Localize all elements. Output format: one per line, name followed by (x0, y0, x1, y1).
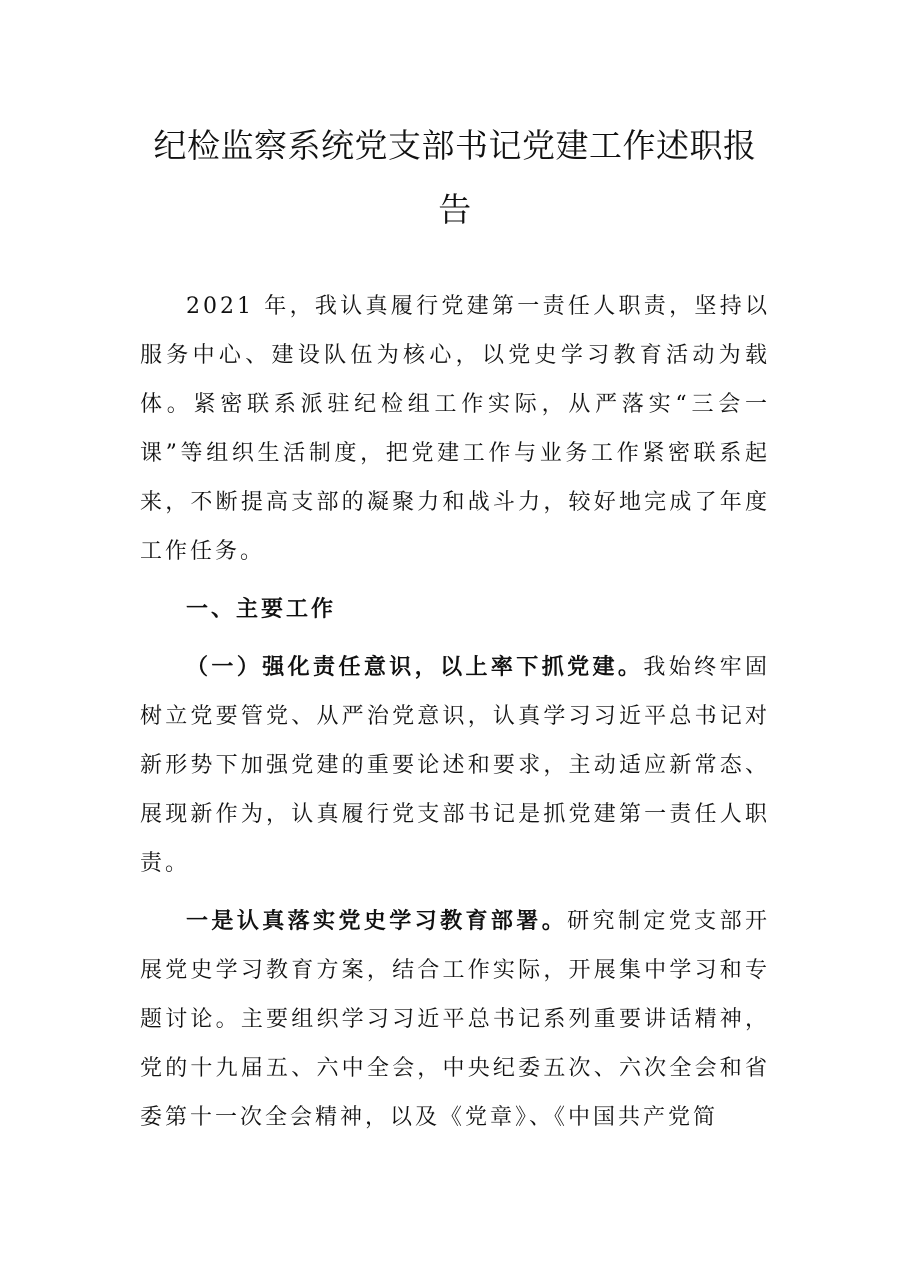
subsection-paragraph-text: 我始终牢固树立党要管党、从严治党意识，认真学习习近平总书记对新形势下加强党建的重要论述和要求，主动适应新常态、展现新作为，认真履行党支部书记是抓党建第一责任人职责。 (140, 655, 770, 876)
document-title: 纪检监察系统党支部书记党建工作述职报告 (153, 126, 757, 229)
subsection-paragraph (140, 643, 770, 888)
document-body (140, 282, 770, 1151)
section-heading-text: 一、主要工作 (186, 597, 337, 622)
subsection-heading: （一）强化责任意识，以上率下抓党建。 (186, 655, 644, 680)
intro-paragraph-text: 2021 年，我认真履行党建第一责任人职责，坚持以服务中心、建设队伍为核心，以党史学习教育活动为载体。紧密联系派驻纪检组工作实际，从严落实“三会一课”等组织生活制度，把党建工作与业务工作紧密联系起来，不断提高支部的凝聚力和战斗力，较好地完成了年度工作任务。 (140, 294, 770, 564)
point-paragraph-text: 研究制定党支部开展党史学习教育方案，结合工作实际，开展集中学习和专题讨论。主要组织学习习近平总书记系列重要讲话精神，党的十九届五、六中全会，中央纪委五次、六次全会和省委第十一次全会精神，以及《党章》、《中国共产党简 (140, 909, 770, 1130)
section-heading (140, 585, 770, 634)
intro-paragraph (140, 282, 770, 576)
point-paragraph (140, 897, 770, 1142)
point-heading: 一是认真落实党史学习教育部署。 (186, 909, 568, 934)
